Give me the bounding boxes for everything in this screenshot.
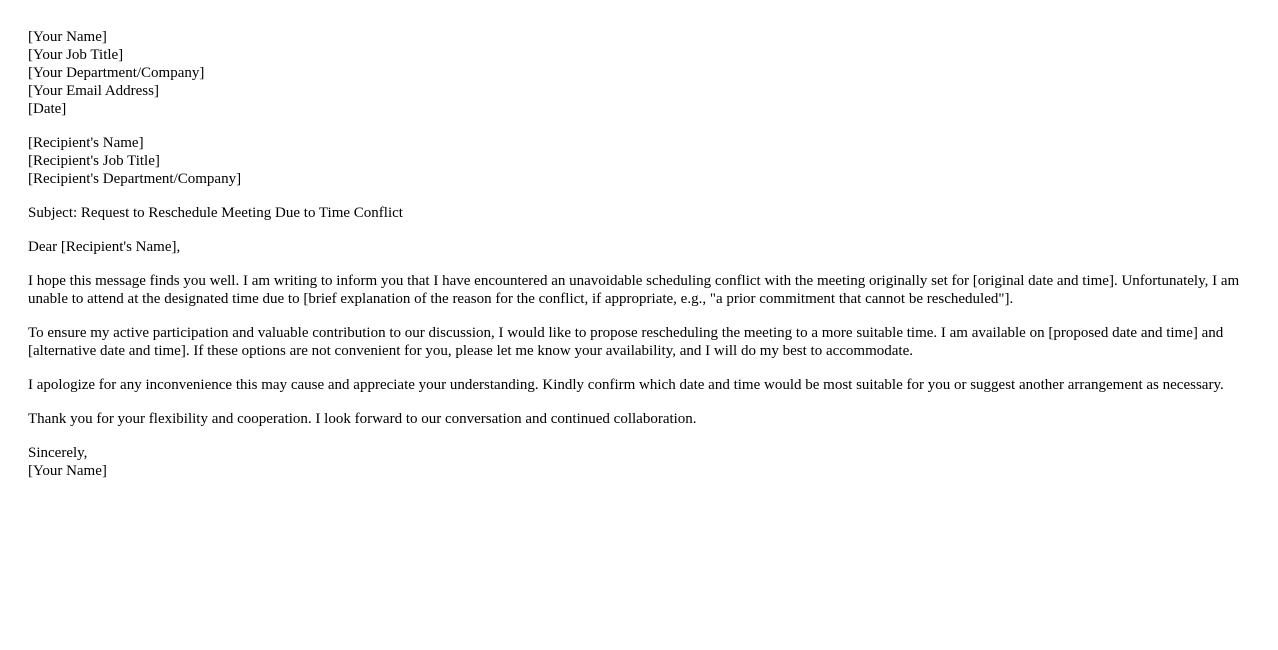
letter-date: [Date] (28, 101, 67, 117)
sender-email: [Your Email Address] (28, 83, 159, 99)
closing-block (28, 444, 1250, 480)
body-paragraph: I apologize for any inconvenience this may cause and appreciate your understanding. Kindly confirm which date and time would be most suitable for you or suggest another arrangement as necessary. (28, 377, 1224, 393)
signature: [Your Name] (28, 463, 107, 479)
subject-line: Subject: Request to Reschedule Meeting Due to Time Conflict (28, 205, 403, 221)
recipient-name: [Recipient's Name] (28, 135, 144, 151)
body-paragraph: To ensure my active participation and valuable contribution to our discussion, I would like to propose rescheduling the meeting to a more suitable time. I am available on [proposed date and time] and [alternative date and time]. If these options are not convenient for you, please let me know your availability, and I will do my best to accommodate. (28, 325, 1224, 359)
sender-department: [Your Department/Company] (28, 65, 205, 81)
body-paragraph: Thank you for your flexibility and cooperation. I look forward to our conversation and continued collaboration. (28, 411, 697, 427)
recipient-job-title: [Recipient's Job Title] (28, 153, 160, 169)
letter (28, 28, 1250, 496)
sender-name: [Your Name] (28, 29, 107, 45)
body-paragraph: I hope this message finds you well. I am writing to inform you that I have encountered an unavoidable scheduling conflict with the meeting originally set for [original date and time]. Unfortunately, I am unable to attend at the designated time due to [brief explanation of the reason for the conflict, if appropriate, e.g., "a prior commitment that cannot be rescheduled"]. (28, 273, 1240, 307)
recipient-department: [Recipient's Department/Company] (28, 171, 242, 187)
valediction: Sincerely, (28, 445, 88, 461)
recipient-block (28, 134, 1250, 188)
salutation: Dear [Recipient's Name], (28, 239, 181, 255)
sender-job-title: [Your Job Title] (28, 47, 124, 63)
sender-block (28, 28, 1250, 118)
